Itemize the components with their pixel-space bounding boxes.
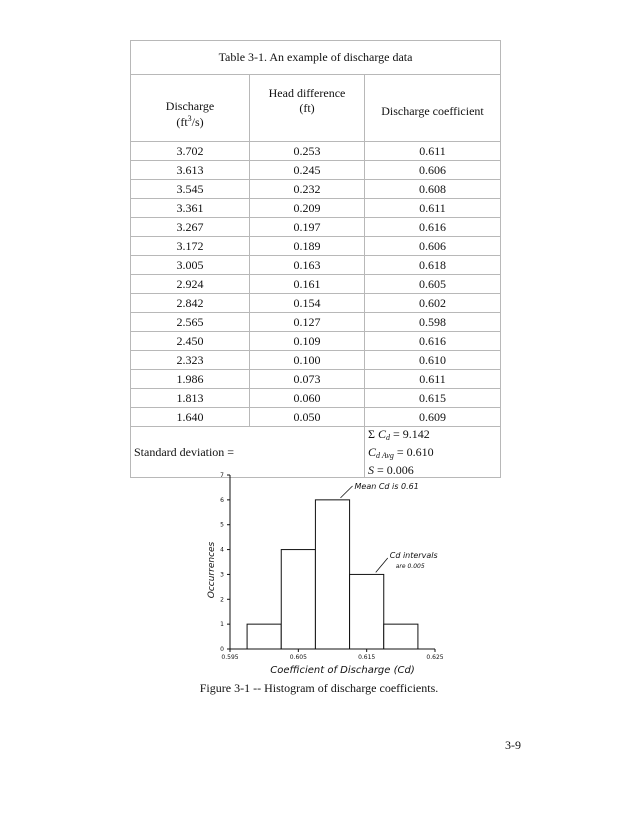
x-axis-label: Coefficient of Discharge (Cd)	[270, 665, 415, 676]
discharge-cell: 2.565	[131, 313, 250, 332]
coefficient-cell: 0.602	[365, 294, 501, 313]
page-number: 3-9	[505, 738, 521, 752]
histogram-annotations	[341, 482, 438, 572]
table-row	[131, 142, 501, 161]
discharge-cell: 2.323	[131, 351, 250, 370]
discharge-cell: 3.172	[131, 237, 250, 256]
head-cell: 0.073	[250, 370, 365, 389]
coefficient-cell: 0.611	[365, 199, 501, 218]
standard-deviation-label: Standard deviation =	[131, 427, 365, 478]
table-row	[131, 180, 501, 199]
header-discharge-unit: $(ft^3/s)$	[176, 113, 204, 129]
y-tick-label: 3	[220, 571, 224, 579]
x-tick-label: 0.595	[221, 654, 239, 661]
head-cell: 0.154	[250, 294, 365, 313]
histogram-chart	[190, 468, 450, 678]
discharge-cell: 3.545	[131, 180, 250, 199]
figure-caption: Figure 3-1 -- Histogram of discharge coefficients.	[199, 681, 439, 695]
head-cell: 0.232	[250, 180, 365, 199]
coefficient-cell: 0.616	[365, 218, 501, 237]
discharge-data-table	[130, 40, 501, 478]
annotation-interval-leader	[376, 558, 388, 572]
coefficient-cell: 0.615	[365, 389, 501, 408]
discharge-cell: 3.267	[131, 218, 250, 237]
histogram-bars	[247, 500, 418, 649]
discharge-cell: 3.005	[131, 256, 250, 275]
annotation-mean: Mean Cd is 0.61	[354, 482, 419, 491]
x-tick-label: 0.625	[426, 654, 444, 661]
header-head-difference	[250, 75, 365, 142]
histogram-bar	[315, 500, 349, 649]
y-tick-label: 7	[220, 472, 224, 479]
head-cell: 0.189	[250, 237, 365, 256]
head-cell: 0.209	[250, 199, 365, 218]
discharge-cell: 3.361	[131, 199, 250, 218]
coefficient-cell: 0.609	[365, 408, 501, 427]
y-tick-label: 0	[220, 646, 224, 653]
discharge-cell: 2.842	[131, 294, 250, 313]
table-row	[131, 199, 501, 218]
header-discharge	[131, 75, 250, 142]
histogram-bar	[350, 574, 384, 649]
head-cell: 0.161	[250, 275, 365, 294]
table-row	[131, 256, 501, 275]
table-row	[131, 389, 501, 408]
table-row	[131, 313, 501, 332]
y-tick-label: 5	[220, 521, 224, 529]
coefficient-cell: 0.618	[365, 256, 501, 275]
coefficient-cell: 0.606	[365, 237, 501, 256]
header-head-unit: (ft)	[299, 101, 315, 115]
discharge-cell: 1.813	[131, 389, 250, 408]
header-discharge-label: Discharge	[165, 98, 215, 113]
x-tick-label: 0.605	[289, 654, 307, 661]
table-row	[131, 294, 501, 313]
annotation-interval-line2: are 0.005	[395, 563, 425, 570]
annotation-interval-line1: Cd intervals	[389, 551, 438, 560]
coefficient-cell: 0.605	[365, 275, 501, 294]
table-row	[131, 218, 501, 237]
coefficient-cell: 0.608	[365, 180, 501, 199]
histogram-bar	[247, 624, 281, 649]
discharge-cell: 3.702	[131, 142, 250, 161]
y-tick-label: 2	[220, 596, 224, 604]
y-tick-label: 6	[220, 496, 224, 504]
table-row	[131, 332, 501, 351]
discharge-cell: 3.613	[131, 161, 250, 180]
coefficient-cell: 0.611	[365, 370, 501, 389]
table-row	[131, 161, 501, 180]
y-tick-label: 1	[220, 621, 224, 629]
coefficient-cell: 0.616	[365, 332, 501, 351]
summary-average: $C_{d Avg} = 0.610$	[368, 445, 434, 460]
head-cell: 0.245	[250, 161, 365, 180]
discharge-cell: 1.986	[131, 370, 250, 389]
discharge-cell: 1.640	[131, 408, 250, 427]
annotation-mean-leader	[341, 486, 353, 498]
head-cell: 0.163	[250, 256, 365, 275]
head-cell: 0.050	[250, 408, 365, 427]
histogram-bar	[281, 550, 315, 649]
table-row	[131, 275, 501, 294]
summary-sum: Σ $C_d = 9.142$	[368, 427, 430, 442]
head-cell: 0.197	[250, 218, 365, 237]
head-cell: 0.253	[250, 142, 365, 161]
head-cell: 0.060	[250, 389, 365, 408]
head-cell: 0.109	[250, 332, 365, 351]
discharge-cell: 2.450	[131, 332, 250, 351]
y-tick-label: 4	[220, 546, 224, 554]
header-head-label: Head difference	[268, 86, 346, 100]
head-cell: 0.127	[250, 313, 365, 332]
table-row	[131, 237, 501, 256]
table-row	[131, 370, 501, 389]
coefficient-cell: 0.611	[365, 142, 501, 161]
table-row	[131, 408, 501, 427]
coefficient-cell: 0.610	[365, 351, 501, 370]
coefficient-cell: 0.598	[365, 313, 501, 332]
coefficient-cell: 0.606	[365, 161, 501, 180]
y-axis-label: Occurrences	[207, 541, 217, 599]
summary-std: S = 0.006	[368, 463, 414, 477]
discharge-cell: 2.924	[131, 275, 250, 294]
histogram-bar	[384, 624, 418, 649]
header-discharge-coefficient: Discharge coefficient	[365, 75, 501, 142]
table-body	[131, 142, 501, 427]
table-caption: Table 3-1. An example of discharge data	[131, 41, 501, 75]
table-row	[131, 351, 501, 370]
x-tick-label: 0.615	[358, 654, 376, 661]
head-cell: 0.100	[250, 351, 365, 370]
